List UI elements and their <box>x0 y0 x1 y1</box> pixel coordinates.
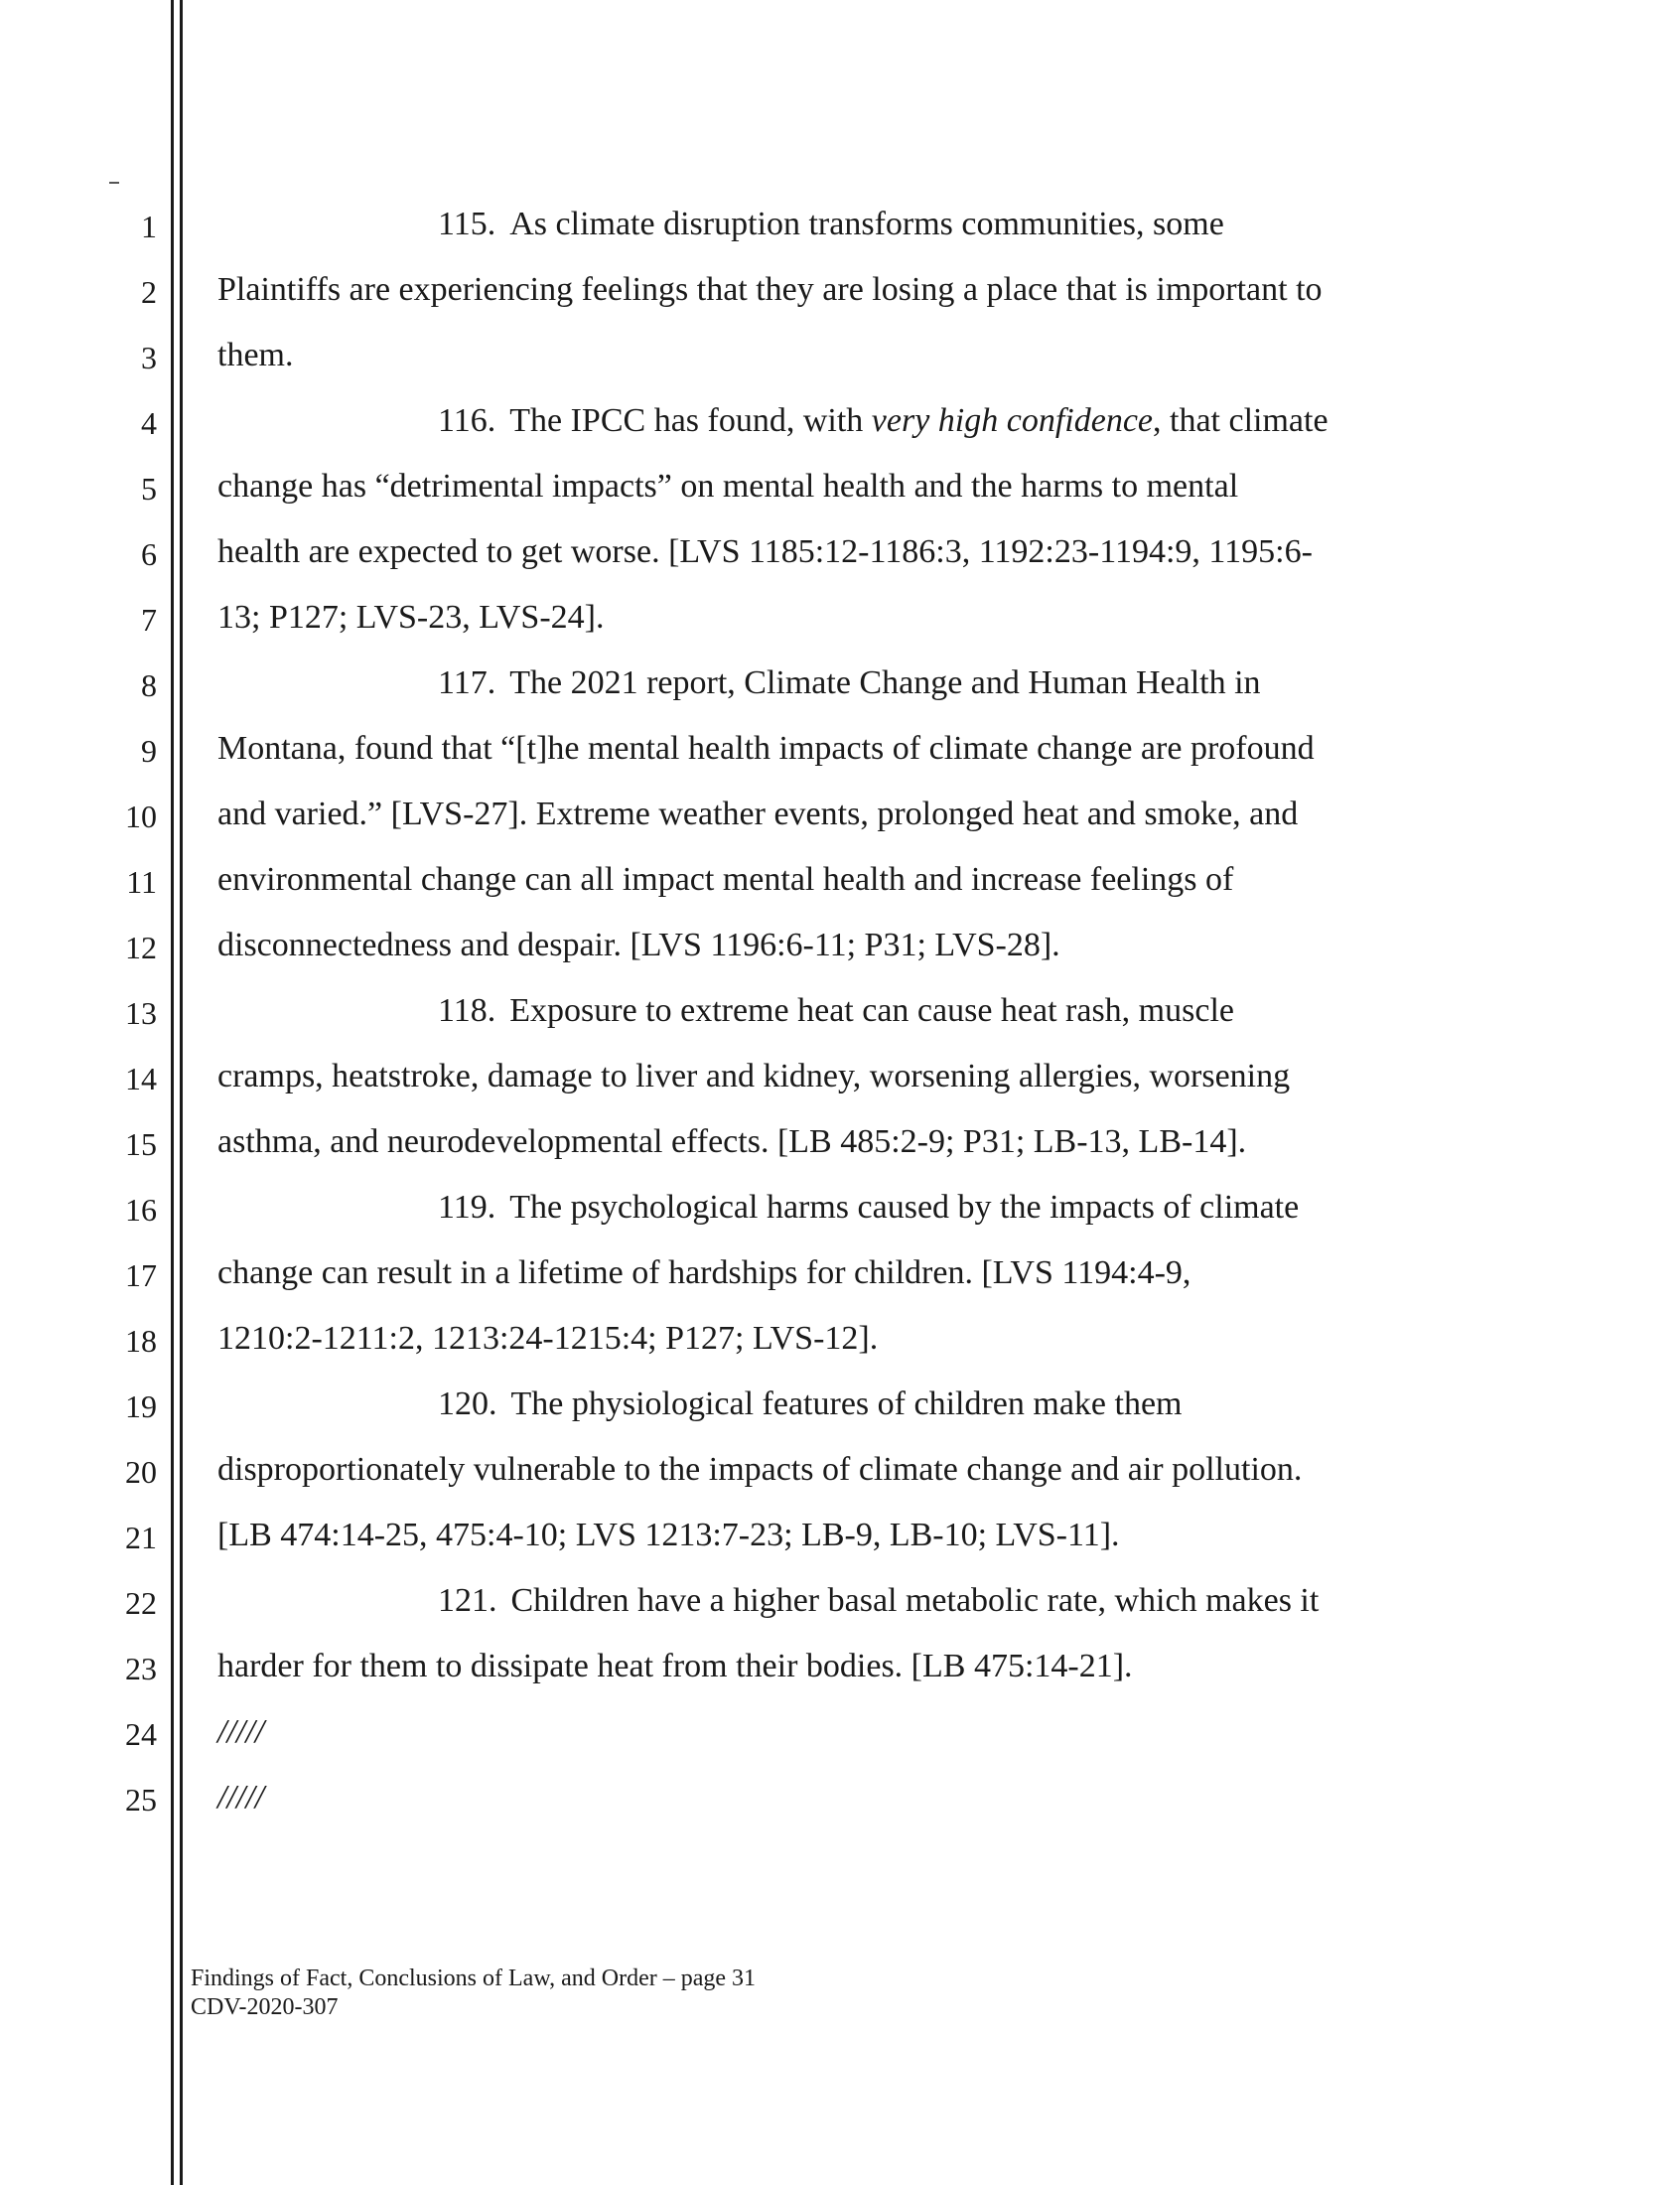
paragraph-number: 116. <box>438 402 496 439</box>
emphasis-text: very high confidence <box>871 402 1154 439</box>
paragraph-text: As climate disruption transforms communities, some <box>509 206 1224 242</box>
continuation-separator: ///// <box>217 1713 265 1750</box>
paragraph-117-line: Montana, found that “[t]he mental health impacts of climate change are profound <box>217 730 1315 767</box>
line-number: 11 <box>126 864 157 900</box>
footer-title: Findings of Fact, Conclusions of Law, and Order – page 31 <box>191 1966 757 1991</box>
line-number: 22 <box>125 1585 157 1621</box>
paragraph-text: The psychological harms caused by the impacts of climate <box>509 1189 1300 1226</box>
paragraph-119-line: change can result in a lifetime of hardships for children. [LVS 1194:4-9, <box>217 1254 1191 1291</box>
paragraph-119-line <box>438 1187 1299 1229</box>
line-number: 17 <box>125 1257 157 1293</box>
line-number: 4 <box>141 405 157 441</box>
paragraph-121-line <box>438 1580 1319 1622</box>
continuation-separator: ///// <box>217 1779 265 1816</box>
paragraph-116-line: 13; P127; LVS-23, LVS-24]. <box>217 599 605 636</box>
paragraph-text: The 2021 report, Climate Change and Human Health in <box>509 664 1261 701</box>
paragraph-120-line <box>438 1384 1182 1425</box>
paragraph-118-line: cramps, heatstroke, damage to liver and kidney, worsening allergies, worsening <box>217 1058 1291 1094</box>
line-number: 14 <box>125 1061 157 1096</box>
line-number: 12 <box>125 930 157 965</box>
line-number: 1 <box>141 209 157 244</box>
line-number: 23 <box>125 1651 157 1686</box>
line-number: 15 <box>125 1126 157 1162</box>
paragraph-number: 117. <box>438 664 496 701</box>
line-number: 13 <box>125 995 157 1031</box>
case-number: CDV-2020-307 <box>191 1994 339 2020</box>
paragraph-115-line: Plaintiffs are experiencing feelings that they are losing a place that is important to <box>217 271 1323 308</box>
paragraph-115-line <box>438 204 1224 245</box>
line-number: 21 <box>125 1520 157 1555</box>
paragraph-117-line: and varied.” [LVS-27]. Extreme weather events, prolonged heat and smoke, and <box>217 796 1299 832</box>
paragraph-text: Exposure to extreme heat can cause heat rash, muscle <box>509 992 1234 1029</box>
paragraph-text: The physiological features of children make them <box>510 1385 1183 1422</box>
paragraph-117-line: environmental change can all impact mental health and increase feelings of <box>217 861 1234 898</box>
line-number: 20 <box>125 1454 157 1490</box>
paragraph-116-line: change has “detrimental impacts” on mental health and the harms to mental <box>217 468 1239 505</box>
paragraph-text: The IPCC has found, with <box>509 402 872 439</box>
paragraph-117-line <box>438 662 1261 704</box>
line-number: 25 <box>125 1782 157 1818</box>
line-number: 24 <box>125 1716 157 1752</box>
line-number: 7 <box>141 602 157 638</box>
paragraph-number: 121. <box>438 1582 497 1619</box>
paragraph-120-line: disproportionately vulnerable to the impacts of climate change and air pollution. <box>217 1451 1303 1488</box>
paragraph-119-line: 1210:2-1211:2, 1213:24-1215:4; P127; LVS-12]. <box>217 1320 879 1357</box>
margin-rule-right <box>180 0 183 2185</box>
paragraph-121-line: harder for them to dissipate heat from their bodies. [LB 475:14-21]. <box>217 1648 1133 1684</box>
paragraph-number: 115. <box>438 206 496 242</box>
line-number: 10 <box>125 799 157 834</box>
line-number: 2 <box>141 274 157 310</box>
paragraph-117-line: disconnectedness and despair. [LVS 1196:6-11; P31; LVS-28]. <box>217 927 1060 963</box>
line-number: 5 <box>141 471 157 507</box>
margin-rule-left <box>171 0 174 2185</box>
paragraph-120-line: [LB 474:14-25, 475:4-10; LVS 1213:7-23; LB-9, LB-10; LVS-11]. <box>217 1517 1120 1553</box>
line-number: 16 <box>125 1192 157 1228</box>
paragraph-116-line: health are expected to get worse. [LVS 1185:12-1186:3, 1192:23-1194:9, 1195:6- <box>217 533 1313 570</box>
paragraph-115-line: them. <box>217 337 294 373</box>
line-number: 9 <box>141 733 157 769</box>
paragraph-text: , that climate <box>1153 402 1329 439</box>
margin-tick-mark <box>109 182 119 184</box>
line-number: 3 <box>141 340 157 375</box>
paragraph-text: Children have a higher basal metabolic rate, which makes it <box>510 1582 1320 1619</box>
paragraph-number: 119. <box>438 1189 496 1226</box>
paragraph-116-line <box>438 400 1329 442</box>
line-number: 6 <box>141 536 157 572</box>
line-number: 19 <box>125 1388 157 1424</box>
line-number: 8 <box>141 667 157 703</box>
paragraph-118-line: asthma, and neurodevelopmental effects. [LB 485:2-9; P31; LB-13, LB-14]. <box>217 1123 1247 1160</box>
paragraph-number: 118. <box>438 992 496 1029</box>
line-number: 18 <box>125 1323 157 1359</box>
paragraph-number: 120. <box>438 1385 497 1422</box>
paragraph-118-line <box>438 990 1234 1032</box>
